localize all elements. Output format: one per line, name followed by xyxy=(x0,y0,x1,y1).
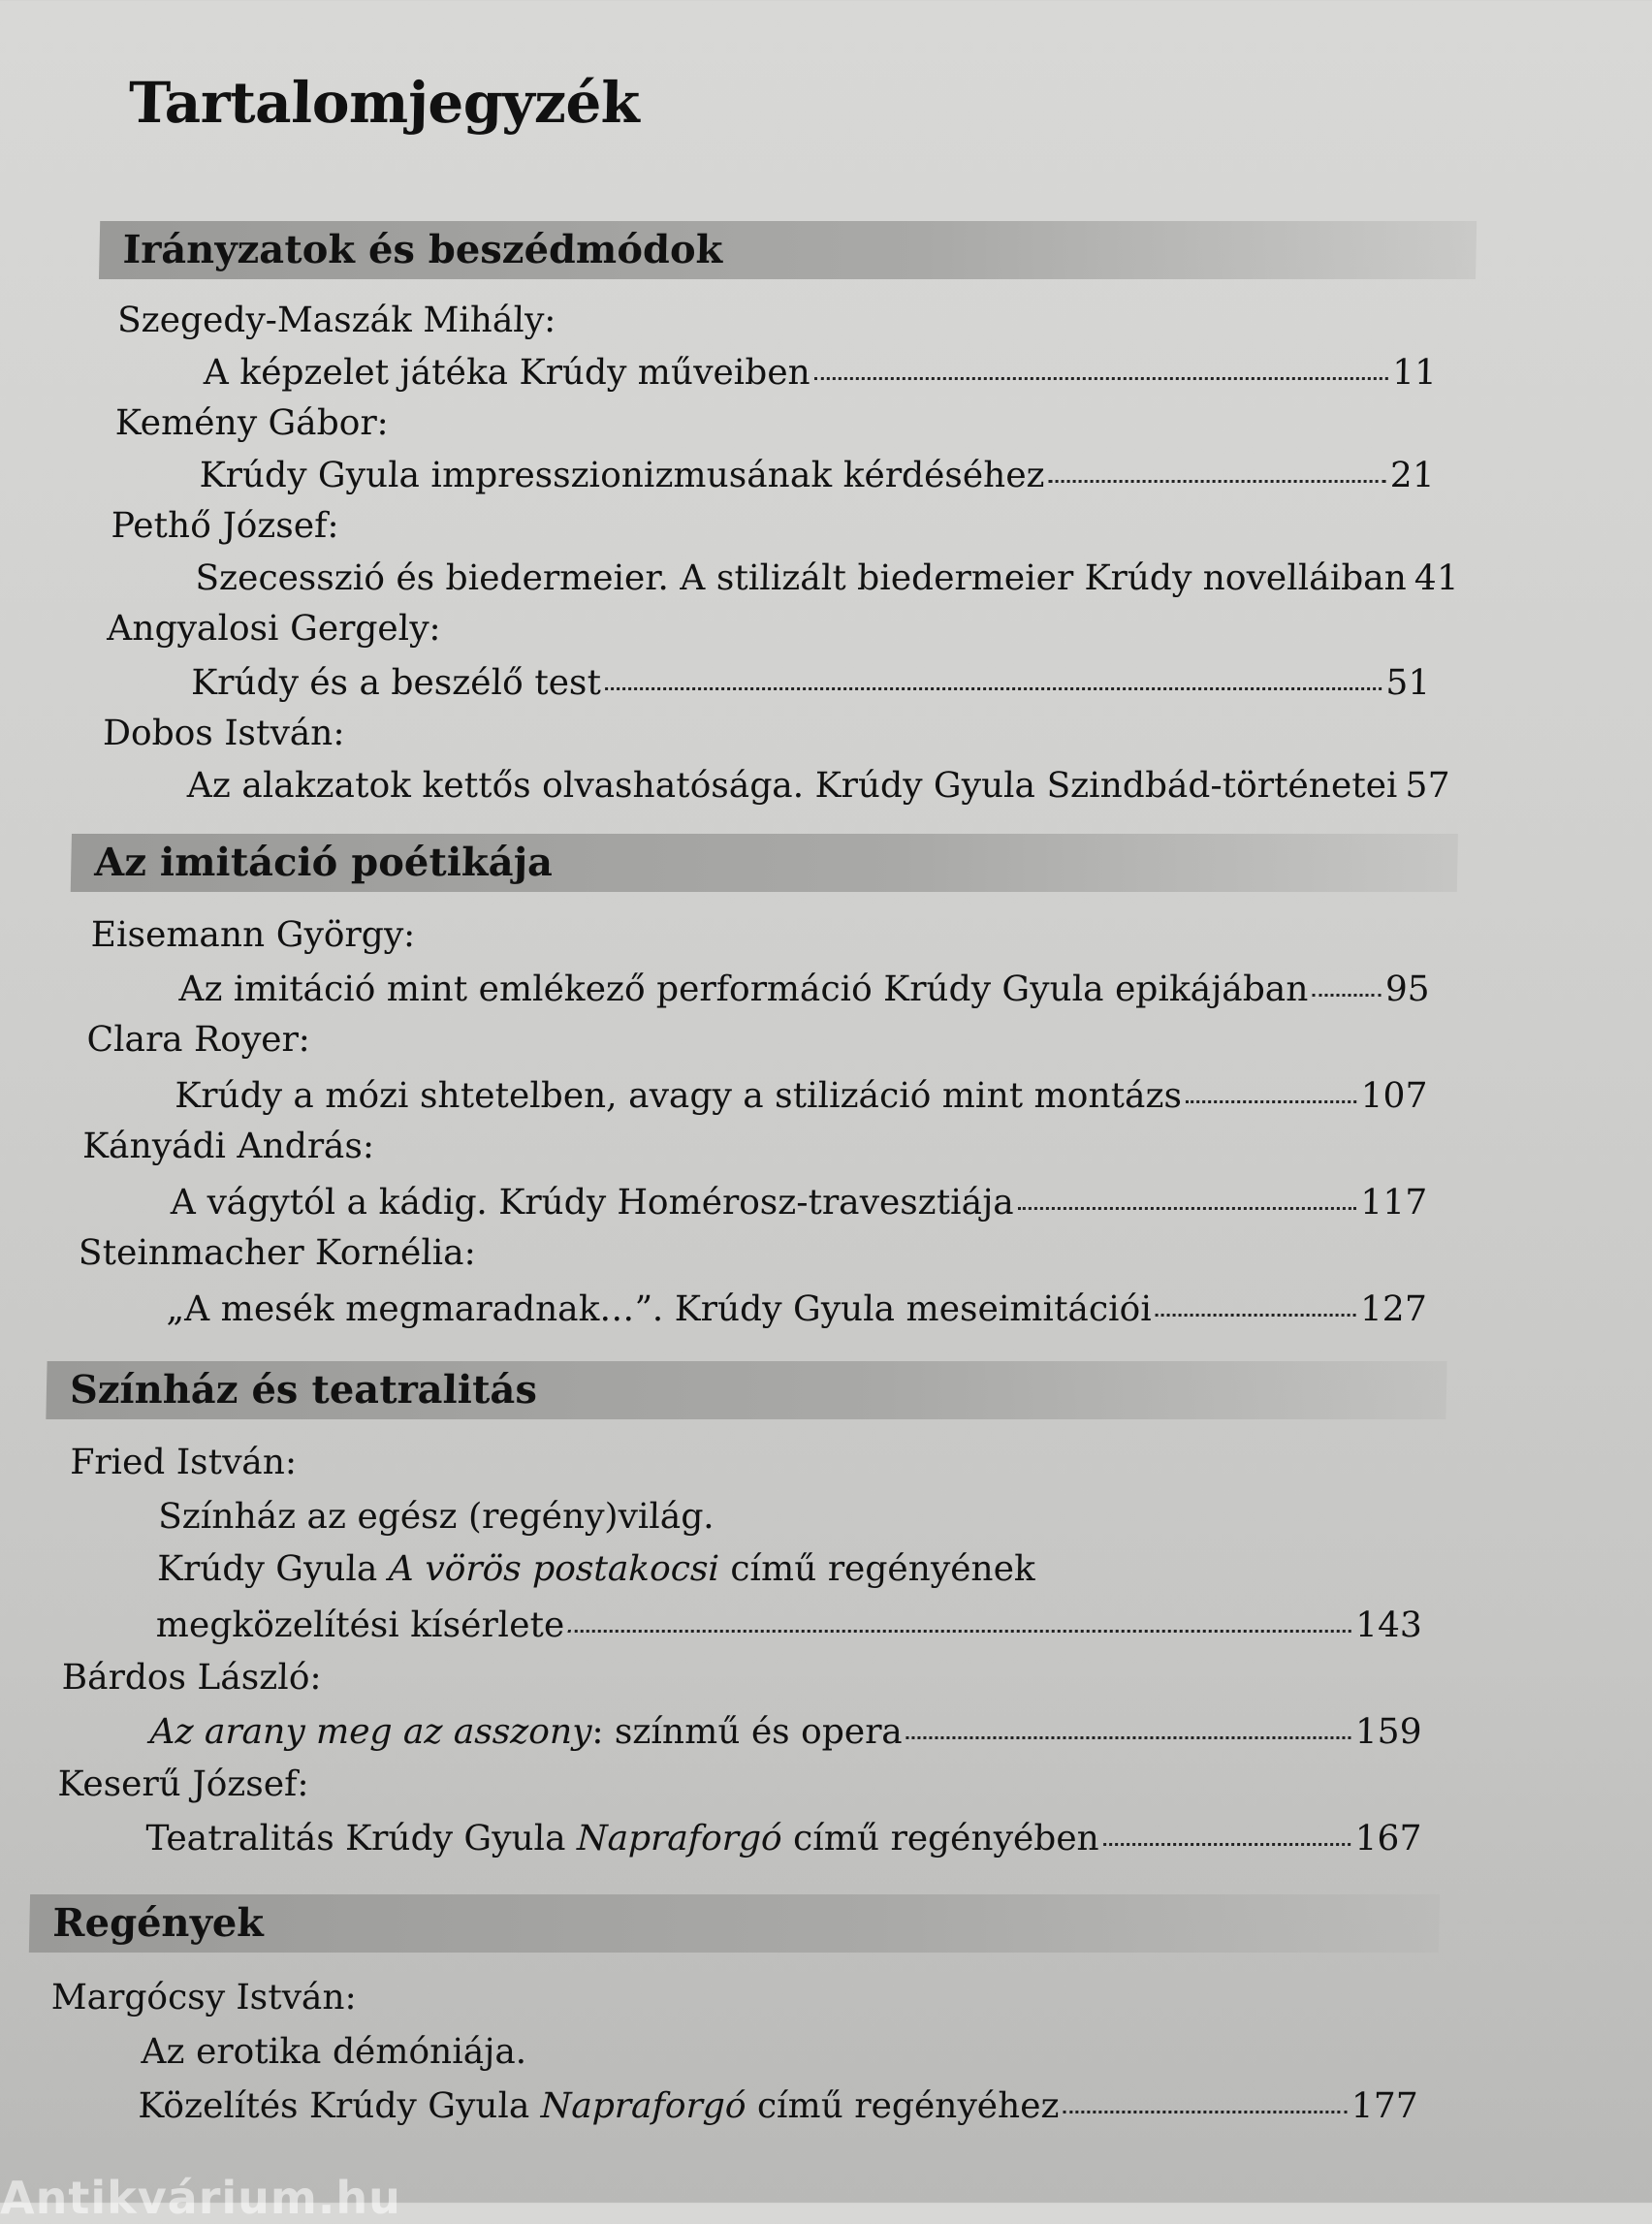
author: Kányádi András: xyxy=(82,1127,375,1166)
page-number: 177 xyxy=(1350,2086,1418,2126)
author: Steinmacher Kornélia: xyxy=(78,1233,476,1273)
toc-entry[interactable] xyxy=(199,456,1435,495)
entry-title: „A mesék megmaradnak…”. Krúdy Gyula meseimitációi xyxy=(166,1289,1152,1329)
author: Margócsy István: xyxy=(50,1978,357,2017)
page-number: 11 xyxy=(1392,353,1438,393)
text-segment: Krúdy Gyula xyxy=(157,1549,390,1589)
dot-leader xyxy=(1063,2111,1347,2113)
page-number: 95 xyxy=(1384,969,1430,1009)
section-heading: Az imitáció poétikája xyxy=(71,834,1458,892)
dot-leader xyxy=(1048,480,1385,483)
dot-leader xyxy=(814,377,1388,380)
toc-entry[interactable] xyxy=(171,1183,1428,1223)
entry-title: A képzelet játéka Krúdy műveiben xyxy=(204,353,811,393)
italic-title: A vörös postakocsi xyxy=(388,1549,719,1589)
author: Szegedy-Maszák Mihály: xyxy=(117,301,556,340)
page-number: 127 xyxy=(1360,1289,1428,1329)
toc-entry[interactable] xyxy=(204,353,1438,393)
page-number: 107 xyxy=(1360,1076,1428,1116)
page-number: 51 xyxy=(1385,663,1431,703)
author: Pethő József: xyxy=(111,506,339,546)
entry-title-line: Az erotika démóniája. xyxy=(141,2032,527,2072)
dot-leader xyxy=(906,1736,1351,1739)
entry-title-line xyxy=(157,1549,1036,1589)
entry-title xyxy=(149,1712,903,1752)
toc-entry[interactable] xyxy=(166,1289,1427,1329)
toc-entry[interactable] xyxy=(155,1605,1422,1645)
page-number: 57 xyxy=(1405,766,1450,806)
author: Bárdos László: xyxy=(61,1658,322,1698)
section-heading: Regények xyxy=(29,1894,1440,1953)
entry-title: Az imitáció mint emlékező performáció Krúdy Gyula epikájában xyxy=(178,969,1309,1009)
dot-leader xyxy=(1186,1100,1357,1103)
entry-title: Krúdy Gyula impresszionizmusának kérdéséhez xyxy=(199,456,1045,495)
toc-entry[interactable] xyxy=(138,2086,1418,2126)
text-segment: Teatralitás Krúdy Gyula xyxy=(145,1819,578,1859)
page-title: Tartalomjegyzék xyxy=(128,70,640,136)
author: Fried István: xyxy=(70,1443,298,1482)
author: Eisemann György: xyxy=(90,915,415,955)
author: Keserű József: xyxy=(57,1764,309,1804)
dot-leader xyxy=(1312,994,1381,997)
text-segment: Közelítés Krúdy Gyula xyxy=(138,2086,541,2126)
entry-title: Krúdy és a beszélő test xyxy=(191,663,602,703)
page-number: 167 xyxy=(1354,1819,1422,1859)
text-segment: című regényéhez xyxy=(746,2086,1060,2126)
entry-title xyxy=(145,1819,1099,1859)
section-heading: Színház és teatralitás xyxy=(46,1361,1446,1419)
italic-title: Napraforgó xyxy=(540,2086,746,2126)
section-heading: Irányzatok és beszédmódok xyxy=(99,221,1477,279)
entry-title: Krúdy a mózi shtetelben, avagy a stilizáció mint montázs xyxy=(175,1076,1183,1116)
entry-title: megközelítési kísérlete xyxy=(155,1605,564,1645)
toc-entry[interactable] xyxy=(191,663,1431,703)
text-segment: című regényében xyxy=(781,1819,1099,1859)
toc-entry[interactable] xyxy=(145,1819,1422,1859)
dot-leader xyxy=(1156,1314,1356,1317)
author: Clara Royer: xyxy=(86,1020,310,1060)
dot-leader xyxy=(1018,1207,1357,1210)
entry-title: Az alakzatok kettős olvashatósága. Krúdy Gyula Szindbád-történetei xyxy=(187,766,1398,806)
author: Kemény Gábor: xyxy=(114,403,389,443)
toc-entry[interactable] xyxy=(195,558,1433,598)
italic-title: Az arany meg az asszony xyxy=(149,1712,592,1752)
text-segment: : színmű és opera xyxy=(591,1712,903,1752)
entry-title-line: Színház az egész (regény)világ. xyxy=(158,1497,715,1537)
page-number: 41 xyxy=(1414,558,1459,598)
toc-entry[interactable] xyxy=(149,1712,1422,1752)
page-number: 143 xyxy=(1355,1605,1423,1645)
dot-leader xyxy=(568,1630,1351,1633)
page-number: 21 xyxy=(1389,456,1435,495)
toc-entry[interactable] xyxy=(175,1076,1428,1116)
author: Dobos István: xyxy=(103,714,345,753)
toc-entry[interactable] xyxy=(178,969,1430,1009)
italic-title: Napraforgó xyxy=(577,1819,782,1859)
toc-entry[interactable] xyxy=(187,766,1431,806)
entry-title: A vágytól a kádig. Krúdy Homérosz-travesztiája xyxy=(171,1183,1015,1223)
dot-leader xyxy=(1103,1843,1351,1846)
page-number: 117 xyxy=(1360,1183,1428,1223)
page-number: 159 xyxy=(1354,1712,1422,1752)
entry-title xyxy=(138,2086,1060,2126)
author: Angyalosi Gergely: xyxy=(107,609,441,649)
watermark: Antikvárium.hu xyxy=(0,2172,401,2224)
entry-title: Szecesszió és biedermeier. A stilizált biedermeier Krúdy novelláiban xyxy=(195,558,1407,598)
text-segment: című regényének xyxy=(719,1549,1036,1589)
dot-leader xyxy=(605,687,1382,690)
